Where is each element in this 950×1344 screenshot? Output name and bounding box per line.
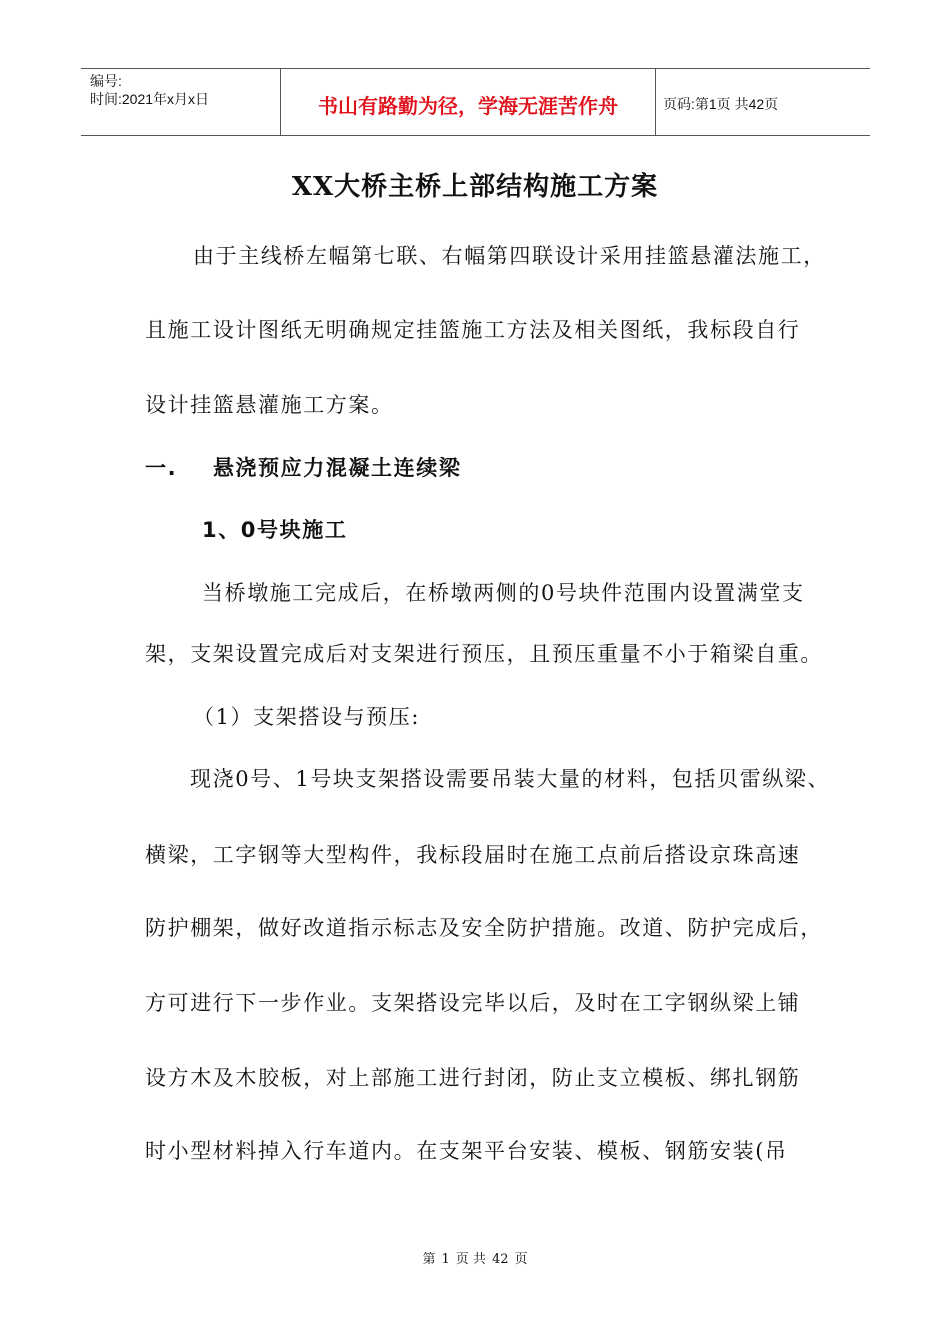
page-footer	[0, 1248, 950, 1267]
paragraph-line: 方可进行下一步作业。支架搭设完毕以后，及时在工字钢纵梁上铺	[145, 991, 801, 1015]
paragraph-line: 防护棚架，做好改道指示标志及安全防护措施。改道、防护完成后，	[145, 916, 823, 940]
paragraph-line: 且施工设计图纸无明确规定挂篮施工方法及相关图纸，我标段自行	[145, 318, 801, 342]
paragraph-line: 时小型材料掉入行车道内。在支架平台安装、模板、钢筋安装(吊	[145, 1139, 788, 1163]
header-page-info: 页码:第1页 共42页	[663, 96, 779, 112]
header-meta	[81, 69, 281, 135]
footer-page-number: 1	[441, 1252, 450, 1267]
footer-total-pages: 42	[491, 1252, 509, 1267]
subsection-heading: 1、0号块施工	[202, 518, 348, 542]
paragraph-line: 设方木及木胶板，对上部施工进行封闭，防止支立模板、绑扎钢筋	[145, 1066, 801, 1090]
section-heading: 一. 悬浇预应力混凝土连续梁	[145, 456, 462, 480]
footer-prefix: 第	[422, 1252, 436, 1267]
subsection-heading: （1）支架搭设与预压:	[193, 705, 421, 729]
paragraph-line: 设计挂篮悬灌施工方案。	[145, 393, 394, 417]
footer-suffix: 页	[514, 1252, 528, 1267]
document-number-label: 编号:	[90, 73, 122, 89]
paragraph-line: 横梁，工字钢等大型构件，我标段届时在施工点前后搭设京珠高速	[145, 843, 801, 867]
document-title: XX大桥主桥上部结构施工方案	[291, 172, 659, 202]
footer-mid: 页 共	[455, 1252, 486, 1267]
document-time: 时间:2021年x月x日	[90, 91, 210, 107]
paragraph-line: 当桥墩施工完成后，在桥墩两侧的0号块件范围内设置满堂支	[202, 581, 805, 605]
header-table	[81, 68, 870, 136]
paragraph-line: 架，支架设置完成后对支架进行预压，且预压重量不小于箱梁自重。	[145, 642, 823, 666]
paragraph-line: 现浇0号、1号块支架搭设需要吊装大量的材料，包括贝雷纵梁、	[190, 767, 831, 791]
header-motto: 书山有路勤为径，学海无涯苦作舟	[281, 69, 656, 135]
paragraph-line: 由于主线桥左幅第七联、右幅第四联设计采用挂篮悬灌法施工，	[193, 244, 826, 268]
